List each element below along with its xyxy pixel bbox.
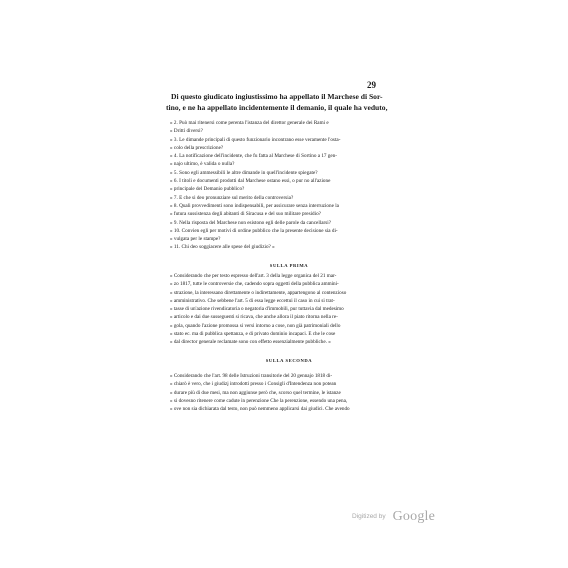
paragraph-second: [170, 372, 408, 413]
question-line: » 11. Chi deo soggiacere alle spese del giudizio? »: [170, 244, 275, 251]
question-line: » najo ultimo, è valida o nulla?: [170, 161, 235, 168]
question-line: » 9. Nella risposta del Marchese non esistono egli delle parole da cancellarsi?: [170, 219, 332, 226]
question-line: » 2. Può mai ritenersi come perenta l'istanza del direttor generale dei Rami e: [170, 120, 329, 126]
paragraph-line: » articolo e dai due susseguenti si ricava, che anche allora il piato ritorna nella re-: [170, 314, 338, 321]
paragraph-line: » Considerando che l'art. 98 delle Istruzioni transitorie del 20 gennajo 1818 di-: [170, 373, 333, 379]
question-line: » vulgata per le stampe?: [170, 236, 221, 243]
paragraph-line: » zo 1817, tutte le controversie che, cadendo sopra oggetti della pubblica ammini-: [170, 281, 339, 288]
question-line: » 5. Sono egli ammessibili le altre dimande in quell'incidente spiegate?: [170, 169, 318, 176]
paragraph-line: » si dovesno ritenere come cadute in perenzione Che la perenzione, essendo una pena,: [170, 397, 348, 404]
section-heading-second: SULLA SECONDA: [265, 358, 313, 363]
paragraph-first: [170, 272, 408, 347]
questions-list: [170, 119, 408, 252]
paragraph-line: » strazione, la interessano direttamente o indirettamente, appartengono al contenzioso: [170, 289, 347, 296]
intro-paragraph: [166, 91, 408, 113]
question-line: » 8. Quali provvedimenti sono indispensabili, per assicurare senza interruzione la: [170, 202, 339, 209]
paragraph-line: » gola, quando l'azione promossa si versi intorno a cose, non già patrimoniali dello: [170, 322, 341, 329]
paragraph-line: » chiarò è vero, che i giudizj introdotti presso i Consigli d'Intendenza non potean: [170, 381, 337, 388]
google-logo: Google: [392, 509, 436, 524]
paragraph-line: » durare più di due mesi, ma non aggiunse però che, scorso quel termine, le istanze: [170, 389, 341, 396]
question-line: » futura sussistenza degli abitanti di Siracusa e del suo militare presidio?: [170, 211, 321, 218]
question-line: » principale del Demanio pubblico?: [170, 186, 245, 193]
paragraph-line: » tasse di un'azione rivendicatoria o negatoria d'immobili, pur tuttavia dal medesimo: [170, 306, 344, 313]
question-line: » 7. E che si deo pronunziare sul merito della controversia?: [170, 194, 294, 201]
question-line: » 3. Le dimande principali di questo funzionario incontrano esse veramente l'osta-: [170, 136, 341, 143]
intro-line: Di questo giudicato ingiustissimo ha appellato il Marchese di Sor-: [171, 92, 383, 101]
paragraph-line: » Considerando che per testo espresso dell'art. 3 della legge organica del 21 mar-: [170, 273, 337, 279]
paragraph-line: » dal director generale reclamate sono con effetto essenzialmente pubbliche. »: [170, 339, 331, 346]
question-line: » Dritti diversi?: [170, 128, 203, 135]
question-line: » 6. I titoli e documenti prodotti dal Marchese ostano essi, o pur no all'azione: [170, 178, 331, 185]
question-line: » 4. La notificazione dell'incidente, che fu fatta al Marchese di Sortino a 17 gen-: [170, 153, 338, 160]
google-watermark: [352, 507, 435, 525]
digitized-label: Digitized by: [352, 513, 386, 520]
paragraph-line: » amministrativo. Che sebbene l'art. 5 di essa legge eccettui il caso in cui si trat-: [170, 297, 335, 304]
paragraph-line: » stato ec. ma di pubblica spettanza, e di privato dominio incapaci. E che le cose: [170, 331, 336, 338]
paragraph-line: » ove non sia dichiarata dal testo, non può nemmeno applicarsi dai giudici. Che avendo: [170, 406, 350, 413]
question-line: » 10. Convien egli per motivi di ordine pubblico che la presente decisione sia di-: [170, 227, 338, 234]
intro-line: tino, e ne ha appellato incidentemente il demanio, il quale ha veduto,: [166, 103, 388, 112]
question-line: » colo della prescrizione?: [170, 144, 224, 151]
page-number: 29: [367, 80, 376, 90]
section-heading-first: SULLA PRIMA: [269, 263, 309, 268]
